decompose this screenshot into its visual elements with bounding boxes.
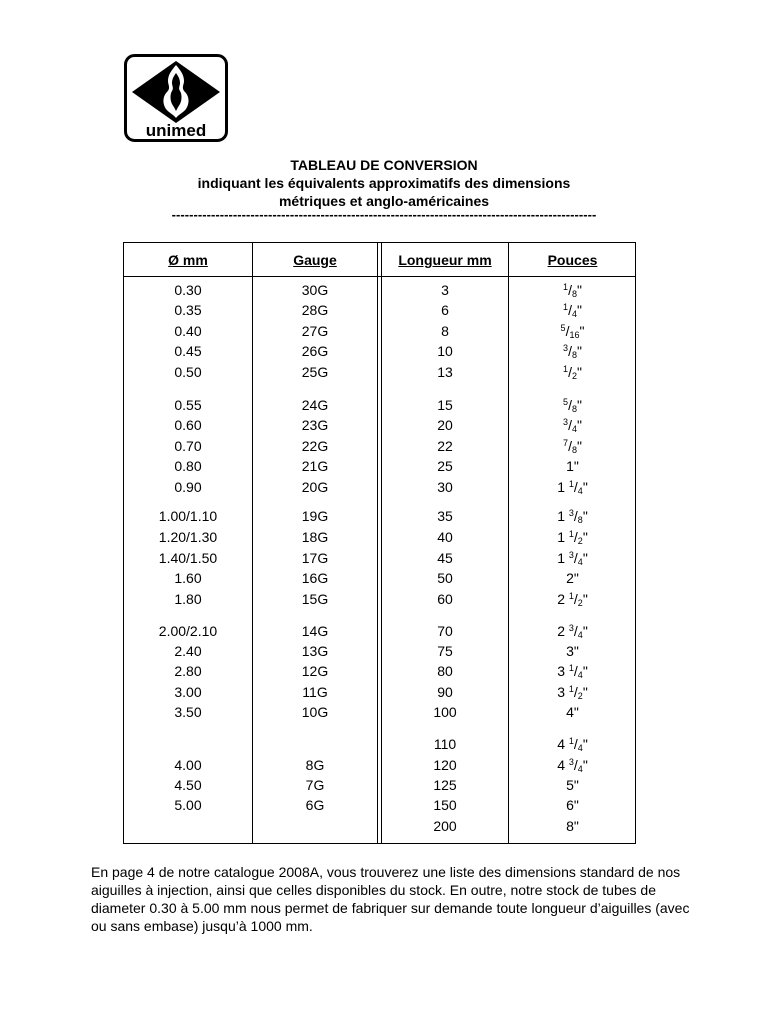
inch-whole: 8 [566, 818, 574, 834]
inch-whole: 1 [557, 550, 569, 566]
inch-mark: " [573, 777, 579, 793]
fraction-denominator: 4 [577, 630, 583, 640]
fraction-numerator: 1 [568, 479, 574, 489]
cell-inches: $^5/_8$" [563, 397, 582, 414]
fraction-numerator: 1 [568, 529, 574, 539]
cell-diameter-mm: 1.60 [174, 570, 202, 586]
cell-inches [509, 457, 636, 475]
cell-diameter-mm: 0.55 [174, 397, 202, 413]
conversion-table [123, 242, 636, 844]
subtitle-line-2: métriques et anglo-américaines [278, 193, 490, 209]
cell-inches: $^7/_8$" [563, 438, 582, 455]
fraction-denominator: 2 [577, 691, 583, 701]
cell-length-mm: 3 [441, 282, 449, 298]
cell-gauge: 18G [301, 529, 329, 545]
fraction-denominator: 2 [577, 598, 583, 608]
fraction-numerator: 1 [563, 282, 569, 292]
cell-diameter-mm: 1.00/1.10 [158, 508, 218, 524]
cell-diameter-mm: 0.60 [174, 417, 202, 433]
cell-gauge: 24G [301, 397, 329, 413]
title: TABLEAU DE CONVERSION [290, 157, 478, 173]
cell-gauge: 7G [305, 777, 325, 793]
cell-inches: 4 $^1/_4$" [557, 736, 588, 753]
cell-gauge: 28G [301, 302, 329, 318]
inch-mark: " [582, 736, 588, 752]
column-divider-double [377, 243, 378, 843]
inch-whole: 3 [557, 684, 569, 700]
fraction-denominator: 4 [577, 670, 583, 680]
cell-diameter-mm: 3.00 [174, 684, 202, 700]
cell-inches: 3 $^1/_2$" [557, 684, 588, 701]
fraction-numerator: 5 [563, 397, 569, 407]
cell-length-mm: 110 [433, 736, 457, 752]
cell-inches: $^3/_4$" [563, 417, 582, 434]
fraction-numerator: 1 [563, 364, 569, 374]
cell-diameter-mm: 0.50 [174, 364, 202, 380]
cell-gauge: 16G [301, 570, 329, 586]
cell-length-mm: 15 [437, 397, 453, 413]
inch-mark: " [576, 282, 582, 298]
fraction-numerator: 3 [568, 623, 574, 633]
cell-inches: 2 $^1/_2$" [557, 591, 588, 608]
inch-whole: 4 [566, 704, 574, 720]
cell-inches: 4 $^3/_4$" [557, 757, 588, 774]
cell-inches [509, 776, 636, 794]
cell-diameter-mm: 3.50 [174, 704, 202, 720]
fraction-numerator: 7 [563, 438, 569, 448]
svg-text:unimed: unimed [145, 121, 207, 140]
fraction-denominator: 4 [577, 764, 583, 774]
cell-diameter-mm: 0.80 [174, 458, 202, 474]
inch-whole: 4 [557, 736, 569, 752]
cell-gauge: 14G [301, 623, 329, 639]
fraction-denominator: 4 [577, 743, 583, 753]
inch-mark: " [582, 623, 588, 639]
cell-length-mm: 100 [433, 704, 457, 720]
cell-length-mm: 10 [437, 343, 453, 359]
fraction-denominator: 16 [569, 330, 580, 340]
inch-mark: " [582, 684, 588, 700]
fraction-numerator: 1 [568, 736, 574, 746]
fraction-numerator: 1 [563, 302, 569, 312]
inch-mark: " [579, 323, 585, 339]
cell-inches: $^1/_8$" [563, 282, 582, 299]
inch-whole: 2 [557, 591, 569, 607]
cell-length-mm: 150 [433, 797, 457, 813]
inch-whole: 1 [557, 479, 569, 495]
cell-inches [509, 569, 636, 587]
fraction-denominator: 8 [577, 515, 583, 525]
cell-length-mm: 13 [437, 364, 453, 380]
inch-mark: " [582, 591, 588, 607]
cell-length-mm: 125 [433, 777, 457, 793]
cell-gauge: 25G [301, 364, 329, 380]
fraction-numerator: 3 [563, 343, 569, 353]
header-inches: Pouces [547, 252, 598, 268]
fraction-numerator: 3 [568, 508, 574, 518]
inch-mark: " [573, 818, 579, 834]
inch-mark: " [582, 508, 588, 524]
fraction-denominator: 8 [571, 404, 577, 414]
cell-gauge: 17G [301, 550, 329, 566]
cell-diameter-mm: 2.40 [174, 643, 202, 659]
cell-gauge: 10G [301, 704, 329, 720]
cell-inches: 2 $^3/_4$" [557, 623, 588, 640]
cell-inches: 1 $^1/_2$" [557, 529, 588, 546]
subtitle-line-1: indiquant les équivalents approximatifs des dimensions [197, 175, 571, 191]
cell-inches: $^1/_4$" [563, 302, 582, 319]
inch-mark: " [573, 704, 579, 720]
cell-inches: $^1/_2$" [563, 364, 582, 381]
dashed-divider: ------------------------------------------------------------------------------------------------- [171, 207, 597, 222]
fraction-denominator: 4 [571, 309, 577, 319]
cell-length-mm: 45 [437, 550, 453, 566]
cell-inches: 1 $^1/_4$" [557, 479, 588, 496]
cell-inches: $^5/_{16}$" [560, 323, 585, 340]
header-diameter-mm: Ø mm [168, 252, 208, 268]
inch-mark: " [573, 643, 579, 659]
inch-whole: 5 [566, 777, 574, 793]
cell-inches: 1 $^3/_8$" [557, 508, 588, 525]
fraction-numerator: 1 [568, 663, 574, 673]
cell-length-mm: 25 [437, 458, 453, 474]
fraction-numerator: 3 [568, 550, 574, 560]
cell-diameter-mm: 4.50 [174, 777, 202, 793]
cell-length-mm: 6 [441, 302, 449, 318]
cell-gauge: 19G [301, 508, 329, 524]
fraction-denominator: 4 [577, 486, 583, 496]
cell-gauge: 21G [301, 458, 329, 474]
cell-diameter-mm: 0.40 [174, 323, 202, 339]
cell-inches [509, 703, 636, 721]
inch-mark: " [576, 397, 582, 413]
cell-diameter-mm: 2.00/2.10 [158, 623, 218, 639]
fraction-denominator: 2 [577, 536, 583, 546]
footnote-paragraph: En page 4 de notre catalogue 2008A, vous trouverez une liste des dimensions standard de nos aiguilles à injection, ainsi que celles disponibles du stock. En outre, notre stock de tubes de diameter 0.30 à 5.00 mm nous permet de fabriquer sur demande toute longueur d’aiguilles (avec ou sans embase) jusqu’à 1000 mm. [91, 864, 690, 934]
inch-mark: " [582, 663, 588, 679]
cell-diameter-mm: 1.20/1.30 [158, 529, 218, 545]
inch-mark: " [576, 438, 582, 454]
fraction-numerator: 1 [568, 684, 574, 694]
cell-inches [509, 642, 636, 660]
inch-whole: 2 [557, 623, 569, 639]
inch-whole: 6 [566, 797, 574, 813]
cell-diameter-mm: 0.70 [174, 438, 202, 454]
inch-mark: " [573, 570, 579, 586]
inch-whole: 1 [557, 508, 569, 524]
cell-gauge: 20G [301, 479, 329, 495]
inch-mark: " [582, 757, 588, 773]
cell-length-mm: 90 [437, 684, 453, 700]
header-rule [124, 276, 635, 277]
cell-inches: $^3/_8$" [563, 343, 582, 360]
cell-diameter-mm: 0.45 [174, 343, 202, 359]
cell-diameter-mm: 5.00 [174, 797, 202, 813]
cell-gauge: 26G [301, 343, 329, 359]
cell-length-mm: 80 [437, 663, 453, 679]
fraction-denominator: 8 [571, 350, 577, 360]
cell-diameter-mm: 1.40/1.50 [158, 550, 218, 566]
inch-whole: 3 [566, 643, 574, 659]
cell-length-mm: 40 [437, 529, 453, 545]
fraction-denominator: 8 [571, 445, 577, 455]
inch-mark: " [576, 302, 582, 318]
cell-diameter-mm: 0.30 [174, 282, 202, 298]
cell-gauge: 8G [305, 757, 325, 773]
fraction-numerator: 3 [568, 757, 574, 767]
inch-whole: 3 [557, 663, 569, 679]
fraction-denominator: 4 [577, 557, 583, 567]
inch-whole: 2 [566, 570, 574, 586]
inch-whole: 1 [557, 529, 569, 545]
inch-mark: " [576, 364, 582, 380]
cell-length-mm: 20 [437, 417, 453, 433]
inch-mark: " [576, 343, 582, 359]
fraction-numerator: 3 [563, 417, 569, 427]
fraction-denominator: 8 [571, 289, 577, 299]
cell-length-mm: 8 [441, 323, 449, 339]
fraction-denominator: 2 [571, 371, 577, 381]
cell-length-mm: 200 [433, 818, 457, 834]
cell-gauge: 30G [301, 282, 329, 298]
cell-length-mm: 50 [437, 570, 453, 586]
cell-gauge: 13G [301, 643, 329, 659]
cell-length-mm: 120 [433, 757, 457, 773]
header-length-mm: Longueur mm [398, 252, 492, 268]
cell-length-mm: 60 [437, 591, 453, 607]
inch-whole: 1 [566, 458, 574, 474]
cell-gauge: 23G [301, 417, 329, 433]
cell-diameter-mm: 4.00 [174, 757, 202, 773]
cell-diameter-mm: 2.80 [174, 663, 202, 679]
cell-length-mm: 75 [437, 643, 453, 659]
cell-gauge: 22G [301, 438, 329, 454]
cell-length-mm: 22 [437, 438, 453, 454]
cell-inches: 1 $^3/_4$" [557, 550, 588, 567]
inch-mark: " [582, 550, 588, 566]
cell-inches [509, 796, 636, 814]
cell-length-mm: 70 [437, 623, 453, 639]
cell-gauge: 12G [301, 663, 329, 679]
inch-mark: " [573, 797, 579, 813]
inch-mark: " [582, 529, 588, 545]
cell-diameter-mm: 1.80 [174, 591, 202, 607]
cell-diameter-mm: 0.35 [174, 302, 202, 318]
cell-inches [509, 817, 636, 835]
cell-gauge: 11G [302, 684, 328, 700]
cell-diameter-mm: 0.90 [174, 479, 202, 495]
header-gauge: Gauge [293, 252, 337, 268]
cell-gauge: 15G [301, 591, 329, 607]
unimed-logo [124, 54, 228, 142]
inch-mark: " [576, 417, 582, 433]
cell-inches: 3 $^1/_4$" [557, 663, 588, 680]
cell-length-mm: 30 [437, 479, 453, 495]
fraction-numerator: 5 [560, 323, 566, 333]
inch-mark: " [573, 458, 579, 474]
inch-mark: " [582, 479, 588, 495]
fraction-denominator: 4 [571, 424, 577, 434]
cell-gauge: 27G [301, 323, 329, 339]
cell-length-mm: 35 [437, 508, 453, 524]
fraction-numerator: 1 [568, 591, 574, 601]
inch-whole: 4 [557, 757, 569, 773]
cell-gauge: 6G [305, 797, 325, 813]
